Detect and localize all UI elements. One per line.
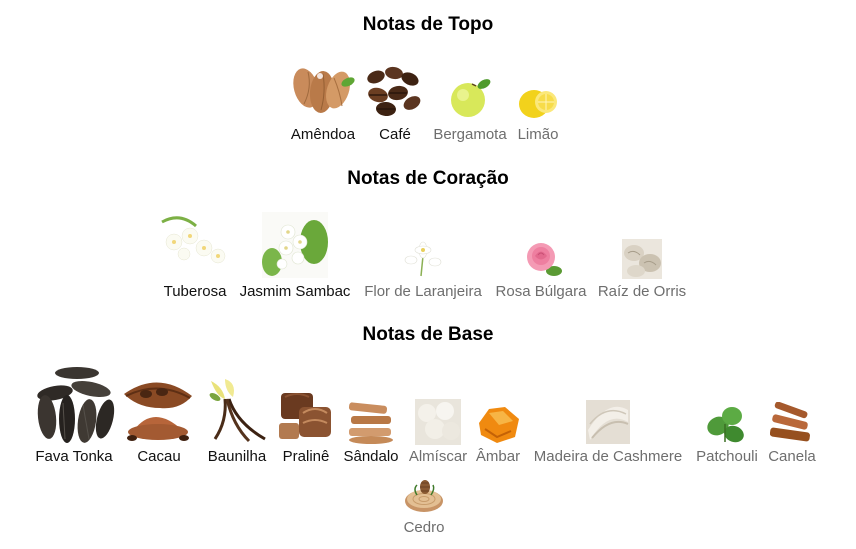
tonka-bean-icon [33, 363, 115, 445]
note-label-sandalo: Sândalo [343, 448, 399, 465]
note-label-rosa-bulgara: Rosa Búlgara [495, 283, 587, 300]
amber-icon [475, 403, 523, 445]
orange-blossom-icon [401, 236, 443, 278]
bergamot-icon [446, 76, 494, 120]
patchouli-icon [704, 402, 746, 444]
section-title-base: Notas de Base [362, 324, 494, 345]
almond-icon [290, 58, 356, 118]
note-label-patchouli: Patchouli [696, 448, 758, 465]
note-label-flor-de-laranjeira: Flor de Laranjeira [364, 283, 482, 300]
lemon-icon [516, 80, 558, 122]
note-label-baunilha: Baunilha [207, 448, 267, 465]
cinnamon-icon [770, 402, 812, 444]
rose-icon [522, 239, 562, 279]
note-label-cedro: Cedro [403, 519, 445, 536]
note-label-madeira-de-cashmere: Madeira de Cashmere [533, 448, 683, 465]
note-label-limao: Limão [517, 126, 559, 143]
note-label-cafe: Café [379, 126, 411, 143]
note-label-praline: Pralinê [282, 448, 330, 465]
note-label-canela: Canela [768, 448, 816, 465]
note-label-almiscar: Almíscar [408, 448, 468, 465]
jasmine-icon [262, 212, 328, 278]
musk-icon [415, 399, 461, 445]
note-label-bergamota: Bergamota [433, 126, 507, 143]
note-label-tuberosa: Tuberosa [163, 283, 227, 300]
note-label-jasmim-sambac: Jasmim Sambac [239, 283, 351, 300]
cacao-icon [120, 374, 198, 444]
note-label-raiz-de-orris: Raíz de Orris [597, 283, 687, 300]
orris-root-icon [622, 239, 662, 279]
note-label-cacau: Cacau [137, 448, 181, 465]
note-label-fava-tonka: Fava Tonka [35, 448, 113, 465]
cedar-icon [403, 475, 445, 517]
cashmere-wood-icon [586, 400, 630, 444]
note-label-ambar: Âmbar [475, 448, 521, 465]
coffee-beans-icon [364, 63, 422, 119]
section-title-heart: Notas de Coração [347, 168, 509, 189]
sandalwood-icon [347, 400, 395, 444]
tuberose-icon [160, 212, 230, 268]
note-label-amendoa: Amêndoa [290, 126, 356, 143]
praline-icon [277, 387, 335, 443]
section-title-top: Notas de Topo [362, 14, 494, 35]
vanilla-icon [203, 377, 271, 445]
